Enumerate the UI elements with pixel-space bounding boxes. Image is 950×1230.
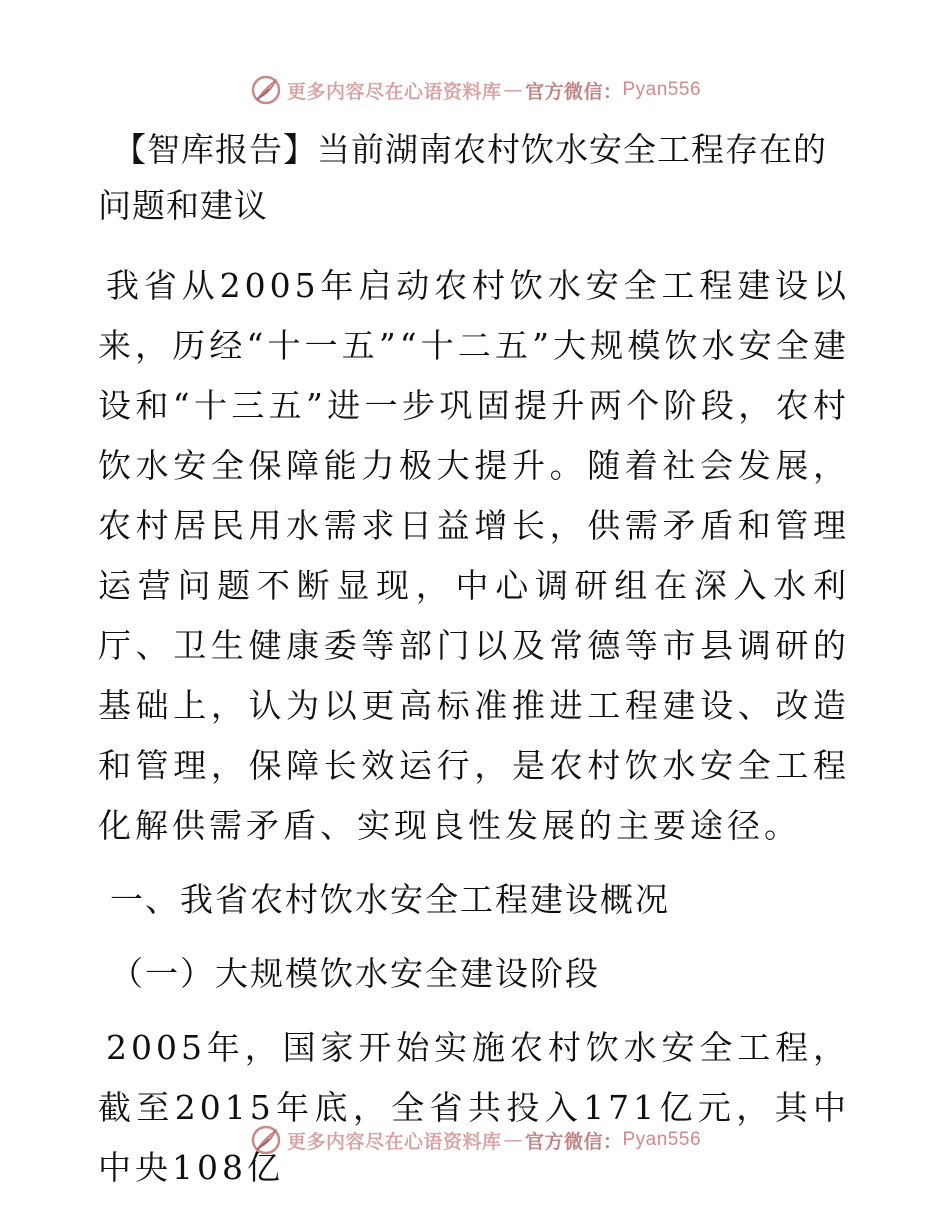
subsection-heading-1: （一）大规模饮水安全建设阶段 <box>110 954 600 993</box>
watermark-official-label: 官方微信： <box>524 80 623 103</box>
document-title: 【智库报告】当前湖南农村饮水安全工程存在的问题和建议 <box>98 130 827 225</box>
watermark-wechat-id: Pyan556 <box>622 1129 702 1150</box>
watermark-separator: — <box>503 1129 523 1151</box>
feather-quill-icon <box>249 73 283 107</box>
watermark-header <box>0 70 950 110</box>
watermark-separator: — <box>503 79 523 101</box>
section-heading-1: 一、我省农村饮水安全工程建设概况 <box>110 880 670 919</box>
watermark-wechat-id: Pyan556 <box>622 79 702 100</box>
watermark-brand: 更多内容尽在心语资料库 <box>286 80 502 103</box>
feather-quill-icon <box>249 1123 283 1157</box>
watermark-footer <box>0 1120 950 1160</box>
subsection-paragraph-1: 2005年，国家开始实施农村饮水安全工程，截至2015年底，全省共投入171亿元，其中中央108亿 <box>98 1028 850 1187</box>
watermark-brand: 更多内容尽在心语资料库 <box>286 1130 502 1153</box>
watermark-official-label: 官方微信： <box>524 1130 623 1153</box>
intro-paragraph: 我省从2005年启动农村饮水安全工程建设以来，历经“十一五”“十二五”大规模饮水安全建设和“十三五”进一步巩固提升两个阶段，农村饮水安全保障能力极大提升。随着社会发展，农村居民用水需求日益增长，供需矛盾和管理运营问题不断显现，中心调研组在深入水利厅、卫生健康委等部门以及常德等市县调研的基础上，认为以更高标准推进工程建设、改造和管理，保障长效运行，是农村饮水安全工程化解供需矛盾、实现良性发展的主要途径。 <box>98 266 850 845</box>
document-body <box>98 122 850 1198</box>
